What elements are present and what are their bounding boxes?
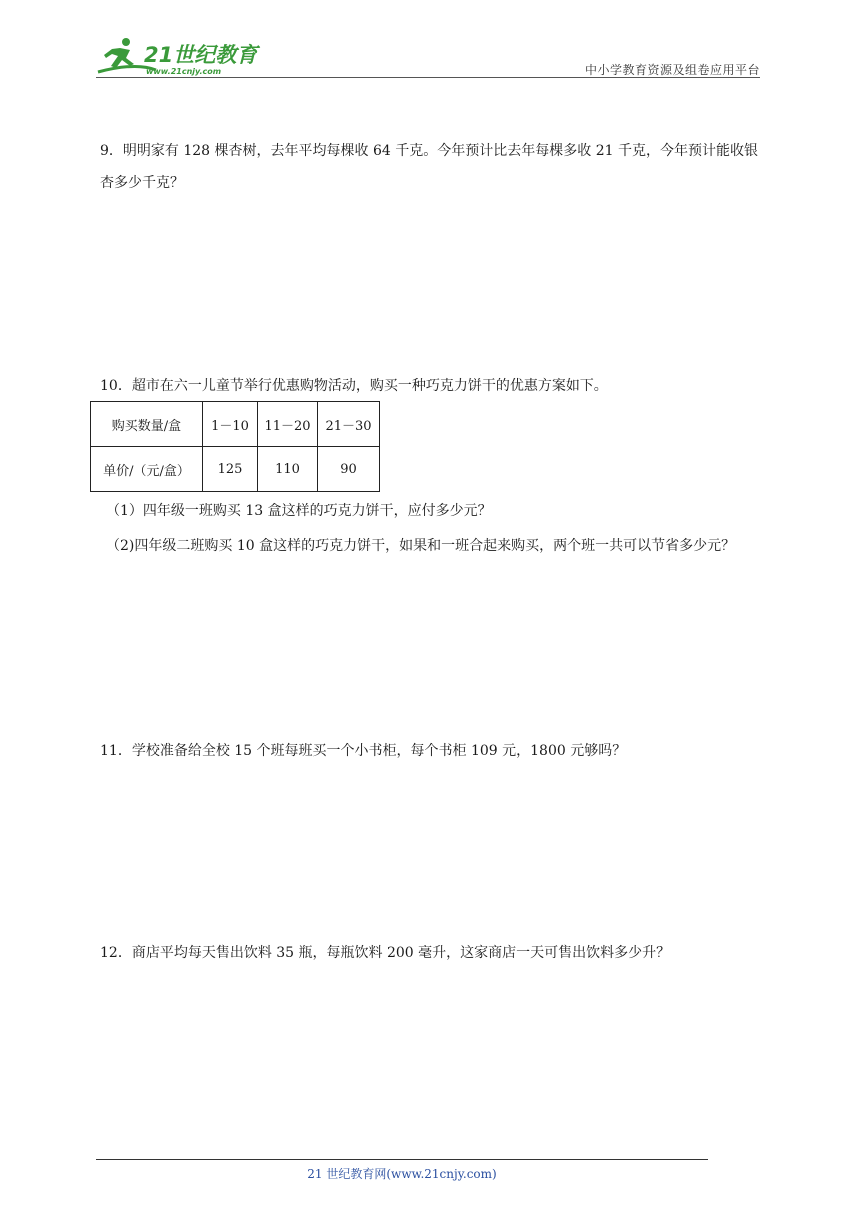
footer-divider	[96, 1159, 708, 1160]
discount-table	[90, 401, 380, 492]
table-cell: 21－30	[318, 402, 380, 447]
table-row	[91, 402, 380, 447]
logo-text: 21世纪教育	[144, 43, 258, 67]
question-9: 9．明明家有 128 棵杏树，去年平均每棵收 64 千克。今年预计比去年每棵多收 21 千克，今年预计能收银杏多少千克？	[100, 143, 758, 191]
site-logo	[96, 36, 266, 78]
question-10-part-2: （2)四年级二班购买 10 盒这样的巧克力饼干，如果和一班合起来购买，两个班一共可以节省多少元？	[106, 538, 736, 554]
footer-text: 21 世纪教育网(www.21cnjy.com)	[307, 1167, 497, 1181]
page-header	[96, 36, 760, 78]
platform-name: 中小学教育资源及组卷应用平台	[584, 63, 760, 77]
question-11: 11．学校准备给全校 15 个班每班买一个小书柜，每个书柜 109 元，1800 元够吗？	[100, 743, 627, 759]
question-12: 12．商店平均每天售出饮料 35 瓶，每瓶饮料 200 毫升，这家商店一天可售出饮料多少升？	[100, 945, 671, 961]
table-cell: 单价/（元/盒）	[91, 447, 203, 492]
table-cell: 1－10	[203, 402, 258, 447]
question-10-part-1: （1）四年级一班购买 13 盒这样的巧克力饼干，应付多少元？	[106, 503, 492, 519]
table-cell: 110	[258, 447, 318, 492]
table-cell: 购买数量/盒	[91, 402, 203, 447]
question-10: 10．超市在六一儿童节举行优惠购物活动，购买一种巧克力饼干的优惠方案如下。	[100, 378, 608, 394]
table-cell: 125	[203, 447, 258, 492]
header-divider	[96, 77, 760, 78]
table-cell: 90	[318, 447, 380, 492]
logo-url: www.21cnjy.com	[146, 67, 222, 76]
table-cell: 11－20	[258, 402, 318, 447]
table-row	[91, 447, 380, 492]
